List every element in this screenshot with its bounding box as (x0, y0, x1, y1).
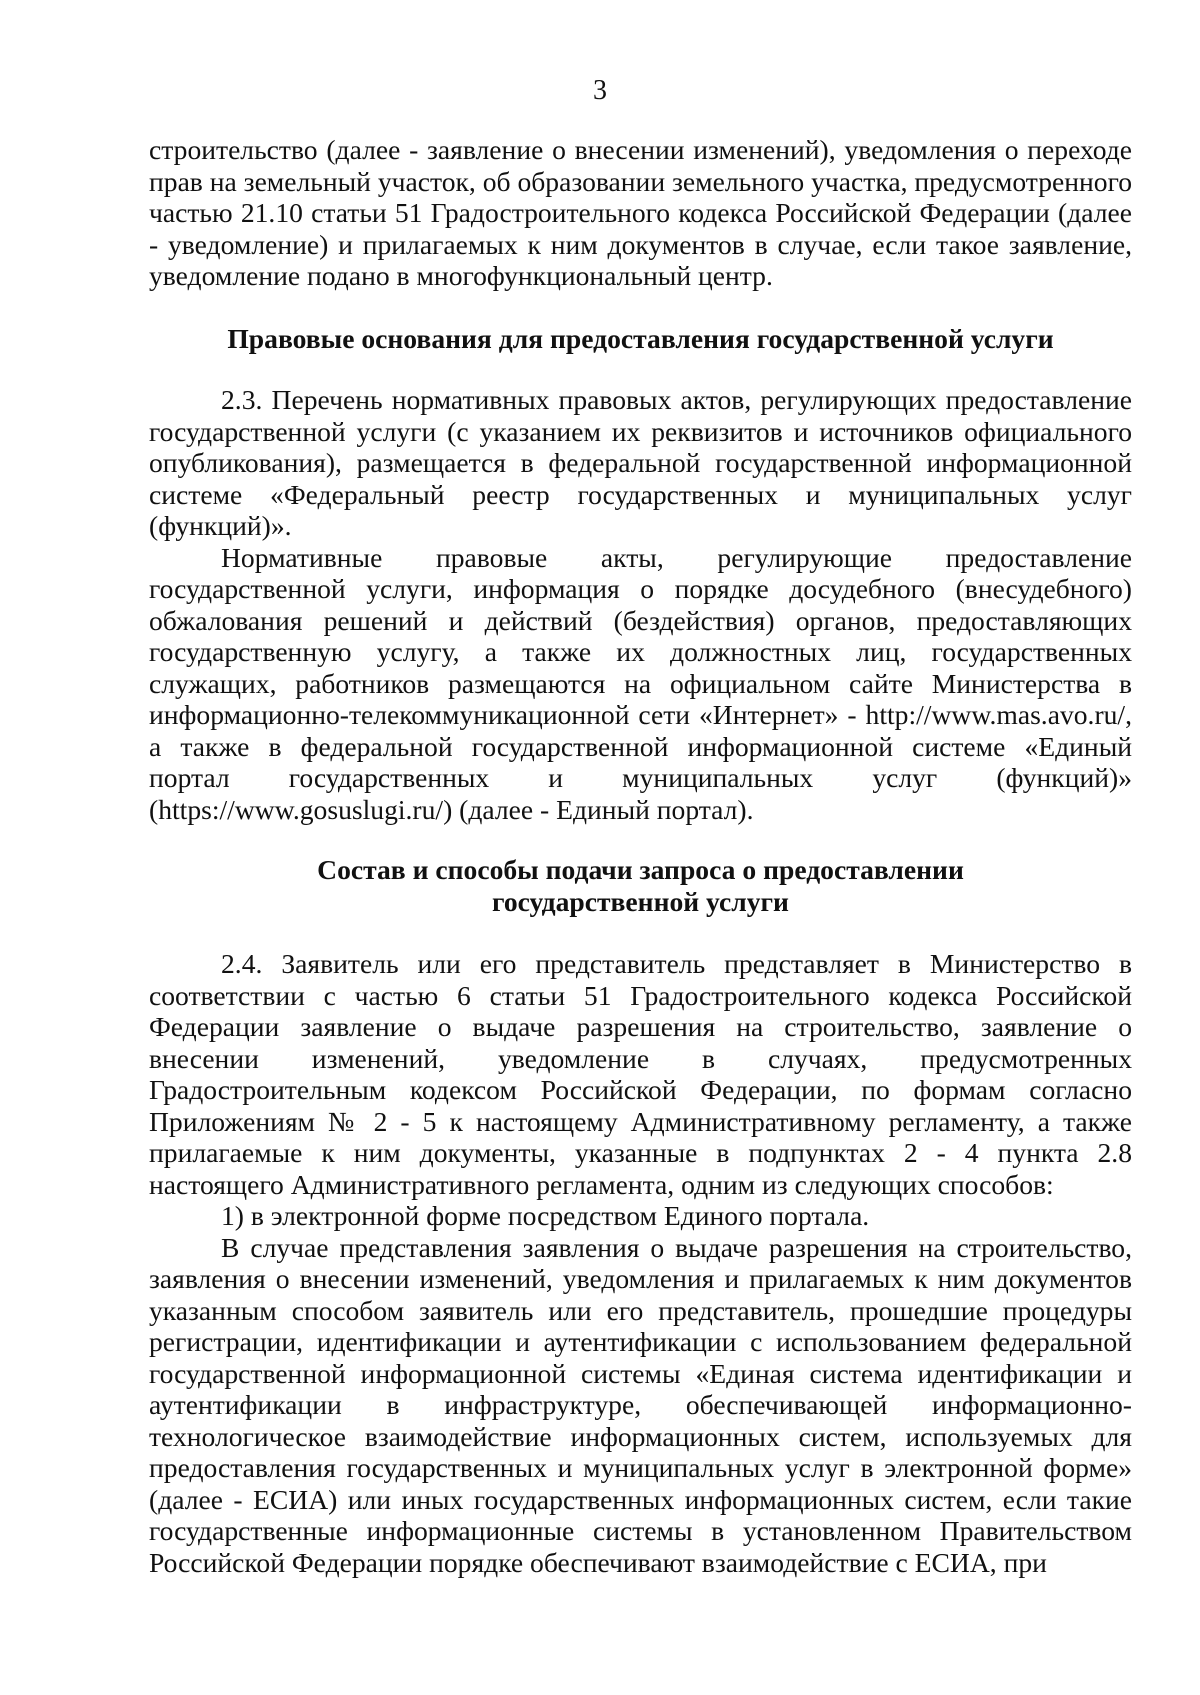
heading-request-composition (149, 854, 1132, 917)
paragraph-esia: В случае представления заявления о выдаче разрешения на строительство, заявления о внесении изменений, уведомления и прилагаемых к ним документов указанным способом заявитель или его представитель, прошедшие процедуры регистрации, идентификации и аутентификации с использованием федеральной государственной информационной системы «Единая система идентификации и аутентификации в инфраструктуре, обеспечивающей информационно-технологическое взаимодействие информационных систем, используемых для предоставления государственных и муниципальных услуг в электронной форме» (далее - ЕСИА) или иных государственных информационных систем, если такие государственные информационные системы в установленном Правительством Российской Федерации порядке обеспечивают взаимодействие с ЕСИА, при (149, 1231, 1132, 1578)
paragraph-2-3: 2.3. Перечень нормативных правовых актов, регулирующих предоставление государственной услуги (с указанием их реквизитов и источников официального опубликования), размещается в федеральной государственной информационной системе «Федеральный реестр государственных и муниципальных услуг (функций)». (149, 384, 1132, 541)
heading-request-line2: государственной услуги (492, 885, 789, 917)
heading-request-line1: Состав и способы подачи запроса о предоставлении (317, 854, 964, 885)
paragraph-2-4: 2.4. Заявитель или его представитель представляет в Министерство в соответствии с частью 6 статьи 51 Градостроительного кодекса Российской Федерации заявление о выдаче разрешения на строительство, заявление о внесении изменений, уведомление в случаях, предусмотренных Градостроительным кодексом Российской Федерации, по формам согласно Приложениям № 2 - 5 к настоящему Административному регламенту, а также прилагаемые к ним документы, указанные в подпунктах 2 - 4 пункта 2.8 настоящего Административного регламента, одним из следующих способов: (149, 948, 1132, 1200)
heading-legal-basis: Правовые основания для предоставления государственной услуги (227, 322, 1054, 354)
paragraph-continuation: строительство (далее - заявление о внесении изменений), уведомления о переходе прав на земельный участок, об образовании земельного участка, предусмотренного частью 21.10 статьи 51 Градостроительного кодекса Российской Федерации (далее - уведомление) и прилагаемых к ним документов в случае, если такое заявление, уведомление подано в многофункциональный центр. (149, 134, 1132, 291)
paragraph-electronic-form: 1) в электронной форме посредством Единого портала. (221, 1200, 870, 1231)
document-body (149, 134, 1132, 1578)
paragraph-normative-acts: Нормативные правовые акты, регулирующие предоставление государственной услуги, информация о порядке досудебного (внесудебного) обжалования решений и действий (бездействия) органов, предоставляющих государственную услугу, а также их должностных лиц, государственных служащих, работников размещаются на официальном сайте Министерства в информационно-телекоммуникационной сети «Интернет» - http://www.mas.avo.ru/, а также в федеральной государственной информационной системе «Единый портал государственных и муниципальных услуг (функций)» (https://www.gosuslugi.ru/) (далее - Единый портал). (149, 541, 1132, 825)
page-number: 3 (593, 75, 607, 106)
